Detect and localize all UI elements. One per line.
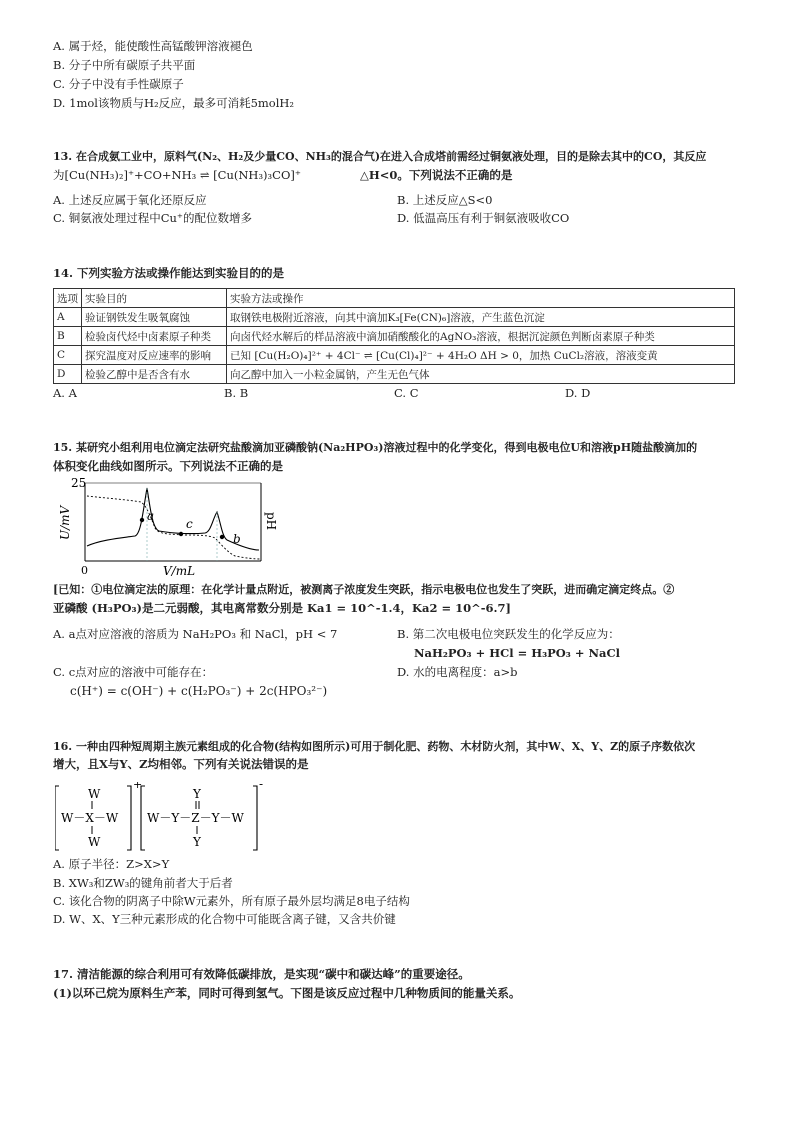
cation-charge: + [133, 782, 143, 791]
q16-option-a: A. 原子半径：Z>X>Y [53, 857, 170, 871]
table-cell: 已知 [Cu(H₂O)₄]²⁺ + 4Cl⁻ ⇌ [Cu(Cl)₄]²⁻ + 4H₂O ΔH > 0，加热 CuCl₂溶液，溶液变黄 [227, 346, 735, 365]
origin-label: 0 [81, 564, 88, 577]
anion-bracket-left [141, 786, 145, 850]
q13-option-c: C. 铜氨液处理过程中Cu⁺的配位数增多 [53, 211, 252, 225]
anion-main-chain: W－Y－Z－Y－W [147, 811, 244, 825]
q12-option-d: D. 1mol该物质与H₂反应，最多可消耗5molH₂ [53, 96, 295, 110]
anion-bottom-atom: Y [193, 835, 201, 849]
cation-main-chain: W－X－W [61, 811, 119, 825]
q14-option-b: B. B [224, 386, 249, 400]
cation-bracket-left [55, 786, 59, 850]
q14-option-d: D. D [565, 386, 591, 400]
table-row [54, 346, 735, 365]
q13-option-d: D. 低温高压有利于铜氨液吸收CO [397, 211, 570, 225]
table-header-cell: 选项 [54, 289, 82, 308]
q13-equation: 为[Cu(NH₃)₂]⁺+CO+NH₃ ⇌ [Cu(NH₃)₃CO]⁺ [53, 168, 301, 182]
q14-option-a: A. A [53, 386, 77, 400]
q15-option-b-line1: B. 第二次电极电位突跃发生的化学反应为： [397, 627, 620, 641]
table-row [54, 365, 735, 384]
table-cell: 验证钢铁发生吸氧腐蚀 [82, 308, 227, 327]
anion-top-atom: Y [193, 787, 201, 801]
table-cell: 向乙醇中加入一小粒金属钠，产生无色气体 [227, 365, 735, 384]
q14-stem: 14. 下列实验方法或操作能达到实验目的的是 [53, 266, 285, 280]
q13-stem-line1: 13. 在合成氨工业中，原料气(N₂、H₂及少量CO、NH₃的混合气)在进入合成塔前需经过铜氨液处理，目的是除去其中的CO，其反应 [53, 150, 707, 163]
y-axis-left-label: U/mV [58, 505, 72, 540]
table-cell: 取钢铁电极附近溶液，向其中滴加K₃[Fe(CN)₆]溶液，产生蓝色沉淀 [227, 308, 735, 327]
q16-option-b: B. XW₃和ZW₃的键角前者大于后者 [53, 876, 233, 890]
q14-option-c: C. C [394, 386, 419, 400]
point-a-label: a [147, 509, 155, 523]
y-axis-right-label: pH [264, 512, 278, 531]
table-row [54, 308, 735, 327]
ph-curve [87, 496, 260, 559]
table-cell: C [54, 346, 82, 365]
table-row [54, 327, 735, 346]
table-cell: 检验卤代烃中卤素原子种类 [82, 327, 227, 346]
q15-stem-line2: 体积变化曲线如图所示。下列说法不正确的是 [53, 459, 283, 473]
table-header-row [54, 289, 735, 308]
table-header-cell: 实验目的 [82, 289, 227, 308]
q12-option-b: B. 分子中所有碳原子共平面 [53, 58, 196, 72]
table-cell: D [54, 365, 82, 384]
q16-option-c: C. 该化合物的阴离子中除W元素外，所有原子最外层均满足8电子结构 [53, 894, 410, 908]
q15-note-line1: [已知：①电位滴定法的原理：在化学计量点附近，被测离子浓度发生突跃，指示电极电位也发生了突跃，进而确定滴定终点。② [53, 583, 675, 596]
table-header-cell: 实验方法或操作 [227, 289, 735, 308]
experiment-table [53, 288, 735, 384]
cation-bracket-right [127, 786, 131, 850]
titration-curve-figure [55, 476, 285, 580]
q12-option-a: A. 属于烃，能使酸性高锰酸钾溶液褪色 [53, 39, 253, 53]
table-cell: 向卤代烃水解后的样品溶液中滴加硝酸酸化的AgNO₃溶液，根据沉淀颜色判断卤素原子种类 [227, 327, 735, 346]
point-b [220, 535, 224, 539]
point-c-label: c [186, 517, 193, 531]
table-cell: A [54, 308, 82, 327]
point-b-label: b [233, 532, 241, 546]
q15-option-d: D. 水的电离程度：a>b [397, 665, 518, 679]
table-cell: 探究温度对反应速率的影响 [82, 346, 227, 365]
x-axis-label: V/mL [163, 564, 196, 578]
q15-option-a: A. a点对应溶液的溶质为 NaH₂PO₃ 和 NaCl，pH < 7 [53, 627, 338, 641]
q13-option-b: B. 上述反应△S<0 [397, 193, 493, 207]
cation-top-atom: W [88, 787, 101, 801]
q15-stem-line1: 15. 某研究小组利用电位滴定法研究盐酸滴加亚磷酸钠(Na₂HPO₃)溶液过程中的化学变化，得到电极电位U和溶液pH随盐酸滴加的 [53, 441, 698, 454]
q15-note-line2: 亚磷酸 (H₃PO₃)是二元弱酸，其电离常数分别是 Ka1 = 10^-1.4，Ka2 = 10^-6.7] [53, 601, 511, 615]
q15-option-c-line1: C. c点对应的溶液中可能存在： [53, 665, 214, 679]
point-c [179, 532, 183, 536]
point-a [140, 518, 144, 522]
q12-option-c: C. 分子中没有手性碳原子 [53, 77, 184, 91]
anion-charge: - [259, 782, 264, 791]
q17-stem-line1: 17. 清洁能源的综合利用可有效降低碳排放，是实现“碳中和碳达峰”的重要途径。 [53, 967, 470, 981]
q15-option-b-equation: NaH₂PO₃ + HCl = H₃PO₃ + NaCl [414, 646, 620, 660]
q16-stem-line2: 增大，且X与Y、Z均相邻。下列有关说法错误的是 [53, 757, 309, 771]
table-cell: 检验乙醇中是否含有水 [82, 365, 227, 384]
q13-stem-line2: △H<0。下列说法不正确的是 [360, 168, 513, 182]
q15-option-c-equation: c(H⁺) = c(OH⁻) + c(H₂PO₃⁻) + 2c(HPO₃²⁻) [70, 684, 328, 698]
q16-option-d: D. W、X、Y三种元素形成的化合物中可能既含离子键，又含共价键 [53, 912, 396, 926]
q16-stem-line1: 16. 一种由四种短周期主族元素组成的化合物(结构如图所示)可用于制化肥、药物、木材防火剂，其中W、X、Y、Z的原子序数依次 [53, 740, 696, 753]
y-max-label: 25 [71, 476, 87, 490]
cation-bottom-atom: W [88, 835, 101, 849]
anion-bracket-right [253, 786, 257, 850]
table-cell: B [54, 327, 82, 346]
compound-structure-figure [55, 782, 275, 854]
q13-option-a: A. 上述反应属于氧化还原反应 [53, 193, 207, 207]
q17-stem-line2: (1)以环己烷为原料生产苯，同时可得到氢气。下图是该反应过程中几种物质间的能量关系。 [53, 986, 521, 1000]
